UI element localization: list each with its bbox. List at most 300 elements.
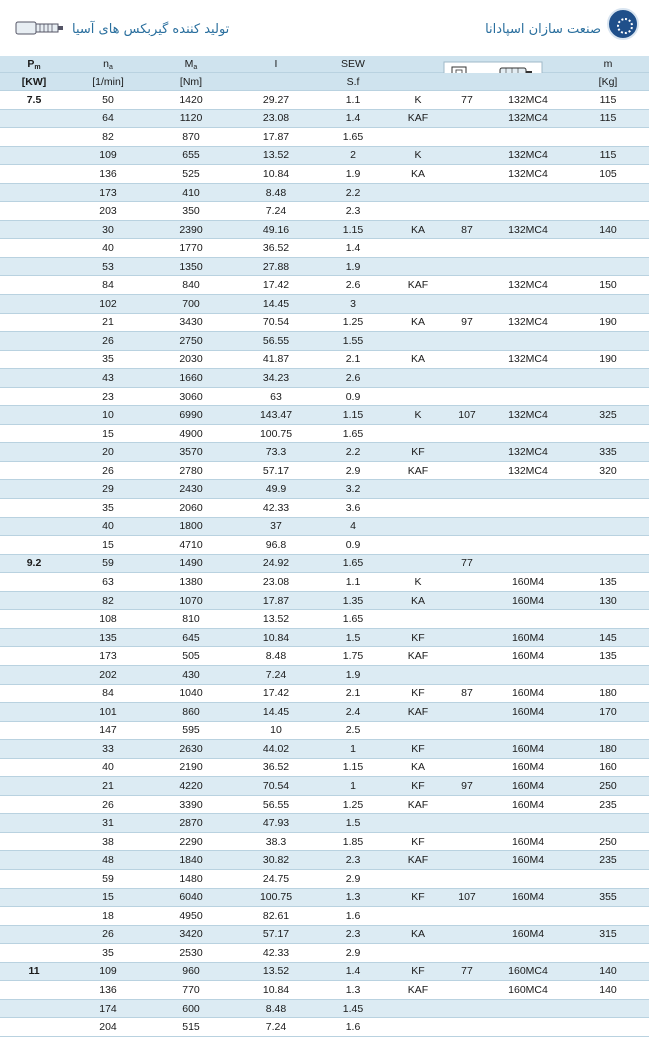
mass-cell	[570, 388, 646, 406]
table-row	[0, 295, 649, 314]
table-row	[0, 926, 649, 945]
motor-cell: 160M4	[511, 798, 545, 811]
output-speed-cell: 26	[102, 464, 114, 477]
mass-cell	[570, 610, 646, 628]
output-speed-cell: 23	[102, 390, 114, 403]
gear-size-cell: 107	[458, 409, 476, 422]
table-row	[0, 91, 649, 110]
gear-type-cell: KAF	[407, 705, 429, 718]
motor-cell: 132MC4	[508, 409, 548, 422]
mass-cell: 335	[599, 446, 617, 459]
ratio-cell: 47.93	[262, 817, 290, 830]
gear-type-cell	[392, 202, 444, 220]
ratio-cell: 30.82	[262, 854, 290, 867]
table-body	[0, 91, 649, 1037]
service-factor-cell: 0.9	[345, 390, 361, 403]
gear-type-cell: K	[414, 575, 422, 588]
power-cell	[0, 184, 68, 202]
gear-size-cell	[444, 740, 490, 758]
output-speed-cell: 35	[102, 353, 114, 366]
output-speed-cell: 20	[102, 446, 114, 459]
motor-cell: 132MC4	[508, 149, 548, 162]
output-torque-cell: 6990	[179, 409, 203, 422]
motor-cell	[490, 388, 566, 406]
gear-size-cell	[444, 814, 490, 832]
gear-size-cell	[444, 351, 490, 369]
unit-mass: [Kg]	[598, 75, 618, 88]
gear-type-cell: KAF	[407, 854, 429, 867]
motor-cell: 132MC4	[508, 464, 548, 477]
mass-cell: 105	[599, 167, 617, 180]
motor-cell: 160MC4	[508, 984, 548, 997]
output-speed-cell: 109	[99, 965, 117, 978]
gear-size-cell	[444, 518, 490, 536]
motor-cell: 132MC4	[508, 223, 548, 236]
gear-size-cell	[444, 647, 490, 665]
mass-cell	[570, 369, 646, 387]
service-factor-cell: 1.1	[345, 93, 361, 106]
output-speed-cell: 136	[99, 984, 117, 997]
mass-cell: 140	[599, 965, 617, 978]
mass-cell	[570, 722, 646, 740]
output-speed-cell: 21	[102, 780, 114, 792]
gear-size-cell: 97	[461, 780, 473, 792]
gear-type-cell: K	[414, 409, 422, 422]
ratio-cell: 37	[270, 520, 282, 533]
output-speed-cell: 15	[102, 427, 114, 440]
header-ratio: I	[274, 58, 278, 70]
service-factor-cell: 2	[350, 149, 356, 162]
ratio-cell: 29.27	[262, 93, 290, 106]
power-cell	[0, 814, 68, 832]
power-cell	[0, 276, 68, 294]
table-row	[0, 388, 649, 407]
output-torque-cell: 1380	[179, 575, 203, 588]
table-row	[0, 944, 649, 963]
power-cell	[0, 647, 68, 665]
mass-cell: 145	[599, 631, 617, 644]
service-factor-cell: 1.25	[342, 316, 364, 329]
motor-cell	[490, 944, 566, 962]
table-row	[0, 314, 649, 333]
output-speed-cell: 29	[102, 483, 114, 496]
mass-cell	[570, 499, 646, 517]
output-torque-cell: 1420	[179, 93, 203, 106]
gear-size-cell	[444, 184, 490, 202]
gear-size-cell	[444, 443, 490, 461]
service-factor-cell: 2.3	[345, 205, 361, 218]
output-torque-cell: 2190	[179, 761, 203, 774]
service-factor-cell: 2.2	[345, 446, 361, 459]
gear-size-cell	[444, 425, 490, 443]
output-speed-cell: 59	[102, 872, 114, 885]
unit-pm: [KW]	[21, 75, 47, 88]
output-speed-cell: 202	[99, 668, 117, 681]
output-speed-cell: 59	[102, 557, 114, 570]
power-cell	[0, 870, 68, 888]
output-speed-cell: 203	[99, 205, 117, 218]
motor-cell: 160M4	[511, 687, 545, 700]
motor-cell: 160M4	[511, 761, 545, 774]
motor-cell	[490, 295, 566, 313]
gear-type-cell	[392, 425, 444, 443]
service-factor-cell: 1.4	[345, 112, 361, 125]
ratio-cell: 34.23	[262, 371, 290, 384]
ratio-cell: 8.48	[265, 186, 287, 199]
output-torque-cell: 4710	[179, 538, 203, 551]
service-factor-cell: 3.6	[345, 501, 361, 514]
power-cell	[0, 406, 68, 424]
gear-type-cell	[392, 536, 444, 554]
output-torque-cell: 2430	[179, 483, 203, 496]
gear-type-cell	[392, 332, 444, 350]
motor-cell: 132MC4	[508, 93, 548, 106]
output-torque-cell: 3060	[179, 390, 203, 403]
gear-size-cell	[444, 629, 490, 647]
gear-size-cell	[444, 703, 490, 721]
output-torque-cell: 505	[182, 650, 200, 663]
output-torque-cell: 2390	[179, 223, 203, 236]
gear-type-cell: KF	[411, 780, 425, 792]
output-speed-cell: 204	[99, 1021, 117, 1034]
output-torque-cell: 2780	[179, 464, 203, 477]
table-row	[0, 759, 649, 778]
mass-cell: 315	[599, 928, 617, 941]
mass-cell	[570, 666, 646, 684]
table-row	[0, 703, 649, 722]
motor-cell	[490, 907, 566, 925]
motor-cell	[490, 499, 566, 517]
ratio-cell: 36.52	[262, 242, 290, 255]
unit-ma: [Nm]	[179, 75, 203, 88]
gear-type-cell: KA	[410, 316, 425, 329]
gear-type-cell	[392, 239, 444, 257]
table-row	[0, 1018, 649, 1037]
gear-size-cell	[444, 202, 490, 220]
motor-cell	[490, 258, 566, 276]
ratio-cell: 44.02	[262, 742, 290, 755]
power-cell	[0, 480, 68, 498]
header-mass: m	[603, 58, 613, 70]
output-torque-cell: 1070	[179, 594, 203, 607]
service-factor-cell: 1.9	[345, 167, 361, 180]
table-units-row	[0, 73, 649, 91]
power-cell	[0, 147, 68, 165]
service-factor-cell: 2.4	[345, 705, 361, 718]
output-speed-cell: 53	[102, 260, 114, 273]
mass-cell: 135	[599, 650, 617, 663]
mass-cell: 180	[599, 742, 617, 755]
power-cell	[0, 258, 68, 276]
motor-cell	[490, 870, 566, 888]
ratio-cell: 8.48	[265, 650, 287, 663]
table-row	[0, 685, 649, 704]
output-speed-cell: 43	[102, 371, 114, 384]
gear-size-cell: 87	[461, 687, 473, 700]
output-speed-cell: 26	[102, 928, 114, 941]
ratio-cell: 10.84	[262, 167, 290, 180]
mass-cell: 325	[599, 409, 617, 422]
gear-size-cell	[444, 666, 490, 684]
output-torque-cell: 2030	[179, 353, 203, 366]
ratio-cell: 49.9	[265, 483, 287, 496]
motor-cell	[490, 610, 566, 628]
output-speed-cell: 15	[102, 891, 114, 904]
ratio-cell: 14.45	[262, 705, 290, 718]
output-torque-cell: 1770	[179, 242, 203, 255]
output-torque-cell: 2290	[179, 835, 203, 848]
motor-cell	[490, 536, 566, 554]
table-row	[0, 221, 649, 240]
power-cell	[0, 518, 68, 536]
service-factor-cell: 1.15	[342, 223, 364, 236]
gear-type-cell: KF	[411, 446, 425, 459]
table-row	[0, 425, 649, 444]
gear-type-cell	[392, 1018, 444, 1036]
ratio-cell: 82.61	[262, 909, 290, 922]
output-torque-cell: 1480	[179, 872, 203, 885]
gear-size-cell	[444, 592, 490, 610]
service-factor-cell: 1.25	[342, 798, 364, 811]
table-row	[0, 629, 649, 648]
gear-type-cell: KF	[411, 687, 425, 700]
gear-size-cell	[444, 926, 490, 944]
output-torque-cell: 1040	[179, 687, 203, 700]
table-row	[0, 332, 649, 351]
mass-cell: 115	[599, 93, 617, 106]
output-speed-cell: 174	[99, 1002, 117, 1015]
table-row	[0, 480, 649, 499]
output-torque-cell: 430	[182, 668, 200, 681]
gear-size-cell	[444, 944, 490, 962]
gearbox-illustration-icon	[14, 18, 64, 38]
service-factor-cell: 1.9	[345, 260, 361, 273]
table-row	[0, 870, 649, 889]
table-row	[0, 258, 649, 277]
mass-cell: 190	[599, 316, 617, 329]
output-speed-cell: 18	[102, 909, 114, 922]
service-factor-cell: 2.2	[345, 186, 361, 199]
gear-size-cell: 77	[461, 557, 473, 570]
service-factor-cell: 1.65	[342, 613, 364, 626]
output-torque-cell: 2870	[179, 817, 203, 830]
power-cell	[0, 759, 68, 777]
gear-type-cell: KF	[411, 835, 425, 848]
gear-size-cell: 97	[461, 316, 473, 329]
mass-cell: 140	[599, 984, 617, 997]
mass-cell: 235	[599, 854, 617, 867]
table-row	[0, 369, 649, 388]
mass-cell	[570, 239, 646, 257]
table-row	[0, 814, 649, 833]
output-speed-cell: 84	[102, 279, 114, 292]
gear-type-cell: KAF	[407, 984, 429, 997]
output-speed-cell: 109	[99, 149, 117, 162]
output-torque-cell: 655	[182, 149, 200, 162]
output-torque-cell: 1490	[179, 557, 203, 570]
gear-type-cell	[392, 944, 444, 962]
output-speed-cell: 30	[102, 223, 114, 236]
service-factor-cell: 1.4	[345, 242, 361, 255]
output-speed-cell: 147	[99, 724, 117, 737]
power-cell: 9.2	[26, 557, 42, 570]
table-row	[0, 907, 649, 926]
service-factor-cell: 2.9	[345, 946, 361, 959]
gear-type-cell	[392, 610, 444, 628]
power-cell	[0, 314, 68, 332]
table-row	[0, 981, 649, 1000]
gear-size-cell	[444, 388, 490, 406]
output-speed-cell: 35	[102, 501, 114, 514]
motor-cell: 160M4	[511, 631, 545, 644]
service-factor-cell: 2.9	[345, 872, 361, 885]
table-row	[0, 573, 649, 592]
gear-type-cell: KAF	[407, 279, 429, 292]
service-factor-cell: 1.15	[342, 761, 364, 774]
output-torque-cell: 525	[182, 167, 200, 180]
table-row	[0, 351, 649, 370]
output-speed-cell: 136	[99, 167, 117, 180]
gear-type-cell: KA	[410, 223, 425, 236]
power-cell	[0, 443, 68, 461]
power-cell	[0, 462, 68, 480]
output-torque-cell: 645	[182, 631, 200, 644]
gear-type-cell	[392, 295, 444, 313]
gear-type-cell: KF	[411, 965, 425, 978]
motor-cell	[490, 369, 566, 387]
motor-cell	[490, 722, 566, 740]
output-torque-cell: 1840	[179, 854, 203, 867]
unit-na: [1/min]	[92, 75, 124, 88]
motor-cell: 132MC4	[508, 112, 548, 125]
mass-cell	[570, 202, 646, 220]
gear-type-cell	[392, 258, 444, 276]
unit-sf: S.f	[346, 75, 360, 88]
gear-type-cell: K	[414, 93, 422, 106]
power-cell	[0, 889, 68, 907]
output-torque-cell: 4220	[179, 780, 203, 792]
motor-cell: 132MC4	[508, 446, 548, 459]
mass-cell: 355	[599, 891, 617, 904]
table-row	[0, 777, 649, 796]
output-speed-cell: 10	[102, 409, 114, 422]
gear-type-cell	[392, 518, 444, 536]
ratio-cell: 24.92	[262, 557, 290, 570]
service-factor-cell: 2.5	[345, 724, 361, 737]
power-cell	[0, 1018, 68, 1036]
ratio-cell: 73.3	[265, 446, 287, 459]
gear-size-cell: 77	[461, 965, 473, 978]
output-torque-cell: 410	[182, 186, 200, 199]
gear-type-cell: KAF	[407, 464, 429, 477]
output-torque-cell: 595	[182, 724, 200, 737]
service-factor-cell: 1.5	[345, 817, 361, 830]
table-row	[0, 165, 649, 184]
motor-cell: 160M4	[511, 891, 545, 904]
mass-cell	[570, 555, 646, 573]
gear-size-cell	[444, 369, 490, 387]
motor-cell: 132MC4	[508, 353, 548, 366]
motor-cell: 132MC4	[508, 316, 548, 329]
ratio-cell: 7.24	[265, 668, 287, 681]
output-speed-cell: 33	[102, 742, 114, 755]
mass-cell: 180	[599, 687, 617, 700]
gear-size-cell: 107	[458, 891, 476, 904]
output-torque-cell: 2750	[179, 334, 203, 347]
gear-size-cell	[444, 870, 490, 888]
power-cell: 7.5	[26, 93, 42, 106]
power-cell	[0, 221, 68, 239]
power-cell: 11	[28, 965, 40, 978]
service-factor-cell: 1.55	[342, 334, 364, 347]
service-factor-cell: 1	[350, 742, 356, 755]
gear-size-cell	[444, 165, 490, 183]
gear-size-cell	[444, 147, 490, 165]
table-row	[0, 889, 649, 908]
output-speed-cell: 40	[102, 761, 114, 774]
power-cell	[0, 944, 68, 962]
output-torque-cell: 1800	[179, 520, 203, 533]
output-torque-cell: 6040	[179, 891, 203, 904]
table-row	[0, 406, 649, 425]
motor-cell: 160M4	[511, 594, 545, 607]
gear-type-cell	[392, 722, 444, 740]
output-speed-cell: 135	[99, 631, 117, 644]
ratio-cell: 14.45	[262, 297, 290, 310]
ratio-cell: 143.47	[259, 409, 293, 422]
motor-cell	[490, 202, 566, 220]
ratio-cell: 23.08	[262, 575, 290, 588]
output-torque-cell: 600	[182, 1002, 200, 1015]
power-cell	[0, 1000, 68, 1018]
mass-cell	[570, 907, 646, 925]
output-speed-cell: 35	[102, 946, 114, 959]
service-factor-cell: 1.35	[342, 594, 364, 607]
output-torque-cell: 960	[182, 965, 200, 978]
gear-size-cell	[444, 796, 490, 814]
service-factor-cell: 1.15	[342, 409, 364, 422]
service-factor-cell: 1.75	[342, 650, 364, 663]
ratio-cell: 57.17	[262, 928, 290, 941]
service-factor-cell: 2.1	[345, 687, 361, 700]
gear-size-cell	[444, 462, 490, 480]
mass-cell	[570, 1000, 646, 1018]
service-factor-cell: 2.1	[345, 353, 361, 366]
gear-size-cell	[444, 907, 490, 925]
output-speed-cell: 64	[102, 112, 114, 125]
power-cell	[0, 722, 68, 740]
power-cell	[0, 110, 68, 128]
header-ma: M a	[184, 58, 198, 71]
power-cell	[0, 165, 68, 183]
ratio-cell: 7.24	[265, 205, 287, 218]
company-tagline: تولید کننده گیربکس های آسیا	[72, 22, 230, 37]
motor-cell	[490, 332, 566, 350]
output-torque-cell: 4950	[179, 909, 203, 922]
gear-type-cell: KA	[410, 761, 425, 774]
mass-cell	[570, 295, 646, 313]
table-row	[0, 833, 649, 852]
service-factor-cell: 1.9	[345, 668, 361, 681]
motor-cell: 132MC4	[508, 167, 548, 180]
service-factor-cell: 1.6	[345, 1021, 361, 1034]
output-speed-cell: 40	[102, 520, 114, 533]
table-row	[0, 239, 649, 258]
output-torque-cell: 840	[182, 279, 200, 292]
table-row	[0, 462, 649, 481]
gear-type-cell	[392, 499, 444, 517]
mass-cell	[570, 536, 646, 554]
